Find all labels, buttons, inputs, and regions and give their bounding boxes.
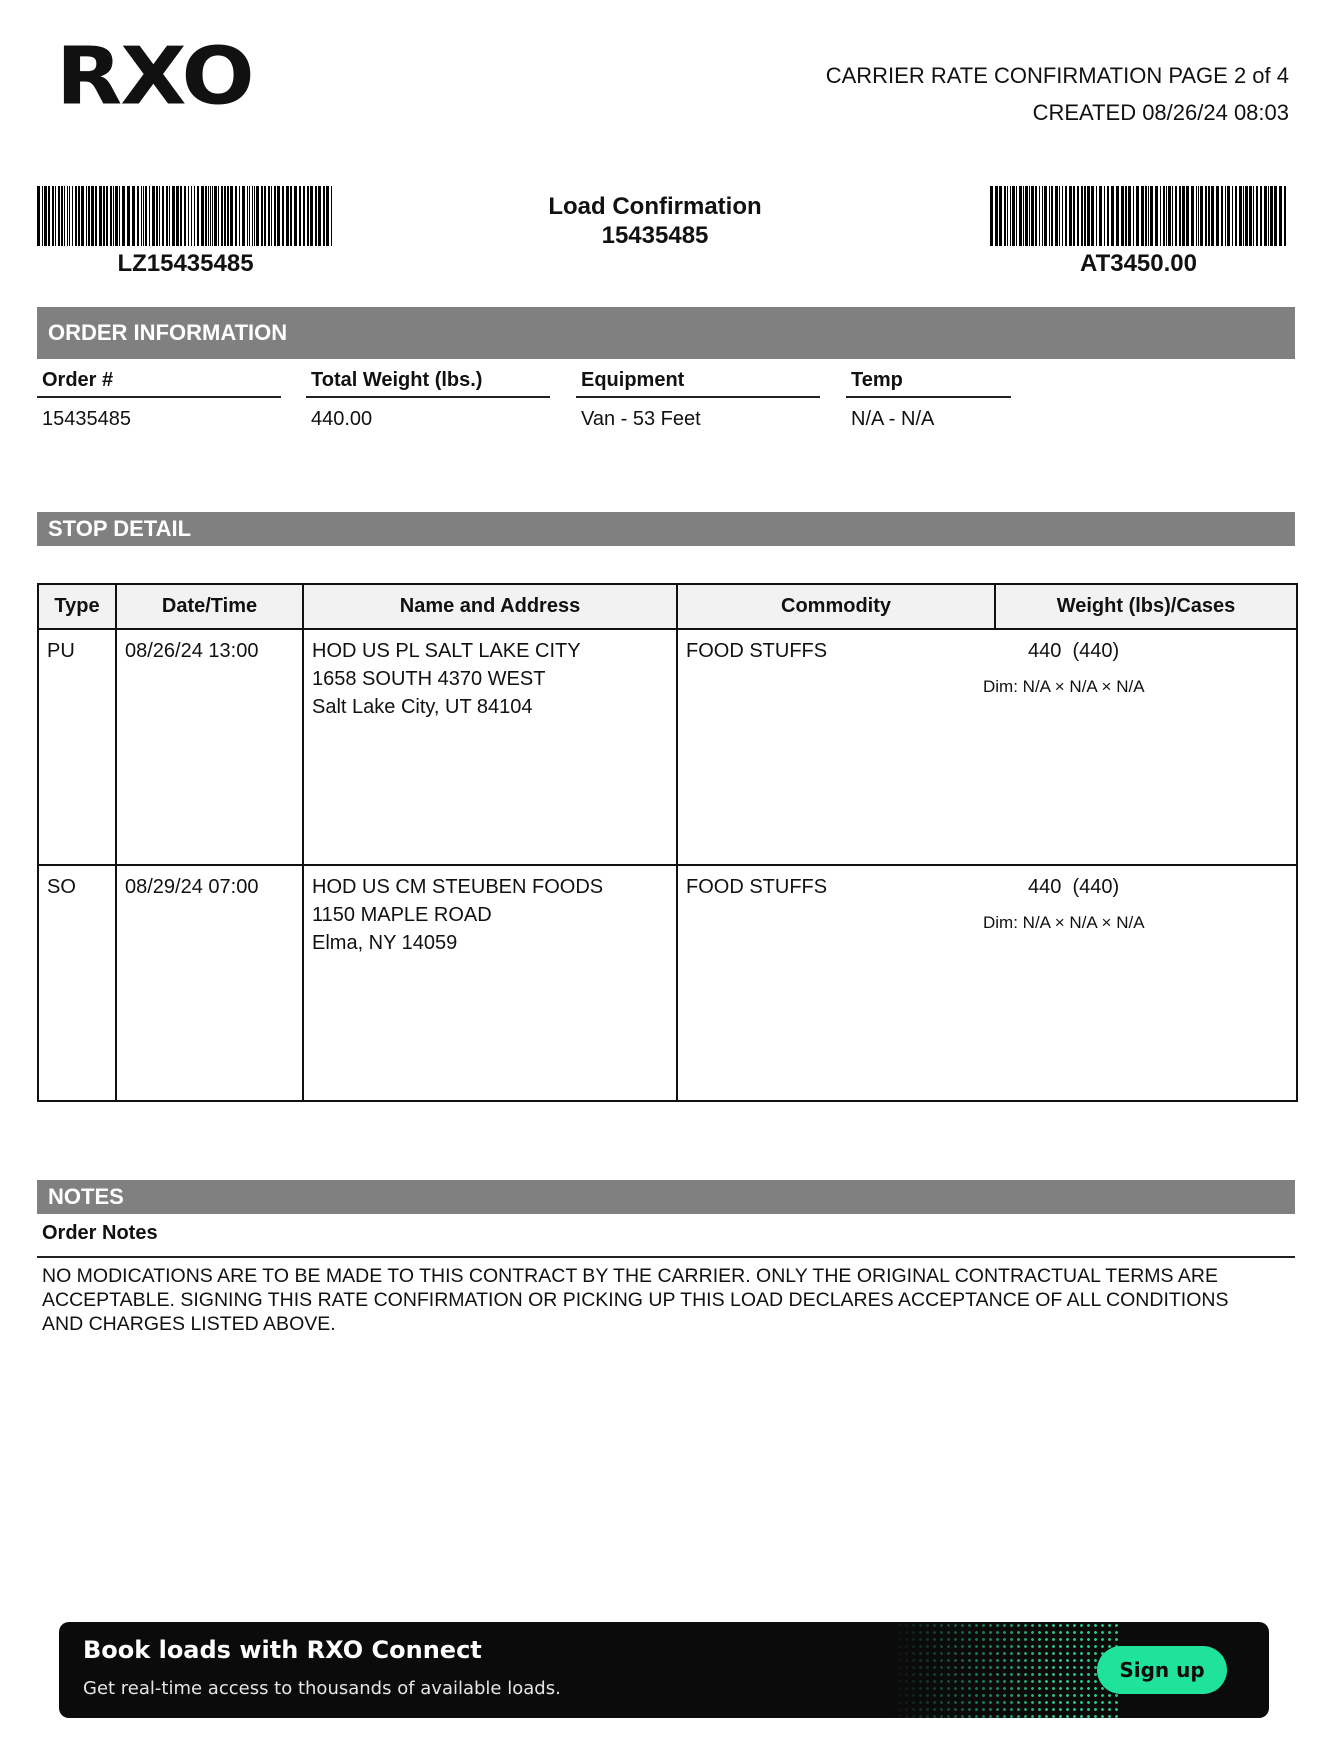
barcode-bar: [67, 186, 68, 246]
barcode-bar: [318, 186, 321, 246]
barcode-bar: [113, 186, 114, 246]
total-weight-label: Total Weight (lbs.): [306, 369, 550, 398]
barcode-bar: [254, 186, 255, 246]
sign-up-button[interactable]: Sign up: [1097, 1646, 1227, 1694]
barcode-bar: [180, 186, 182, 246]
barcode-bar: [282, 186, 284, 246]
barcode-bar: [1225, 186, 1226, 246]
stop-weight: 440 (440): [1028, 876, 1120, 898]
barcode-bar: [1270, 186, 1273, 246]
barcode-bar: [1260, 186, 1262, 246]
barcode-bar: [1205, 186, 1207, 246]
barcode-bar: [290, 186, 292, 246]
barcode-bar: [1256, 186, 1258, 246]
barcode-bar: [1148, 186, 1149, 246]
barcode-bar: [72, 186, 73, 246]
equipment-label: Equipment: [576, 369, 820, 398]
barcode-bar: [1274, 186, 1277, 246]
col-header-weight: Weight (lbs)/Cases: [995, 584, 1297, 629]
barcode-bar: [303, 186, 305, 246]
banner-title: Book loads with RXO Connect: [83, 1636, 482, 1664]
barcode-bar: [205, 186, 207, 246]
barcode-bar: [1012, 186, 1015, 246]
barcode-right: [990, 186, 1287, 246]
barcode-bar: [69, 186, 70, 246]
order-number-value: 15435485: [42, 408, 131, 430]
rxo-logo: RXO: [56, 30, 253, 123]
stop-detail-table: [37, 583, 1298, 1102]
barcode-bar: [1116, 186, 1119, 246]
barcode-bar: [271, 186, 272, 246]
barcode-bar: [42, 186, 43, 246]
col-header-commodity: Commodity: [677, 584, 995, 629]
barcode-bar: [149, 186, 150, 246]
barcode-bar: [1091, 186, 1094, 246]
stop-address-line1: 1150 MAPLE ROAD: [312, 904, 492, 926]
barcode-bar: [127, 186, 130, 246]
barcode-bar: [1216, 186, 1219, 246]
barcode-bar: [1245, 186, 1248, 246]
barcode-bar: [1268, 186, 1269, 246]
stop-address-line1: 1658 SOUTH 4370 WEST: [312, 668, 546, 690]
barcode-bar: [52, 186, 54, 246]
created-timestamp: CREATED 08/26/24 08:03: [1032, 100, 1289, 125]
stop-detail-header: STOP DETAIL: [37, 512, 1295, 546]
barcode-bar: [1198, 186, 1199, 246]
barcode-bar: [191, 186, 192, 246]
banner-subtitle: Get real-time access to thousands of available loads.: [83, 1678, 561, 1699]
barcode-bar: [159, 186, 160, 246]
barcode-bar: [1253, 186, 1254, 246]
barcode-bar: [1200, 186, 1203, 246]
barcode-bar: [315, 186, 317, 246]
barcode-bar: [176, 186, 179, 246]
barcode-bar: [55, 186, 56, 246]
barcode-bar: [210, 186, 211, 246]
barcode-bar: [1249, 186, 1252, 246]
order-information-header: ORDER INFORMATION: [37, 307, 1295, 359]
barcode-bar: [99, 186, 102, 246]
barcode-bar: [86, 186, 87, 246]
barcode-bar: [1179, 186, 1181, 246]
barcode-bar: [1227, 186, 1230, 246]
barcode-bar: [1191, 186, 1194, 246]
barcode-bar: [1279, 186, 1282, 246]
barcode-bar: [239, 186, 240, 246]
barcode-bar: [1035, 186, 1037, 246]
barcode-bar: [1243, 186, 1244, 246]
barcode-bar: [78, 186, 80, 246]
barcode-bar: [1141, 186, 1144, 246]
stop-datetime: 08/26/24 13:00: [116, 629, 303, 865]
barcode-bar: [1208, 186, 1210, 246]
barcode-bar: [1211, 186, 1214, 246]
barcode-bar: [307, 186, 309, 246]
barcode-bar: [169, 186, 170, 246]
stop-type: PU: [38, 629, 116, 865]
barcode-bar: [1049, 186, 1050, 246]
barcode-bar: [122, 186, 125, 246]
barcode-bar: [310, 186, 313, 246]
total-weight-column: [306, 369, 550, 431]
barcode-bar: [48, 186, 50, 246]
barcode-bar: [218, 186, 219, 246]
barcode-bar: [1168, 186, 1171, 246]
barcode-bar: [141, 186, 142, 246]
banner-dot-pattern: [889, 1622, 1119, 1718]
temp-column: [846, 369, 1011, 431]
barcode-bar: [242, 186, 245, 246]
barcode-bar: [1019, 186, 1022, 246]
barcode-bar: [197, 186, 199, 246]
stop-address-line2: Salt Lake City, UT 84104: [312, 696, 533, 718]
barcode-bar: [1163, 186, 1165, 246]
barcode-bar: [152, 186, 155, 246]
barcode-bar: [1010, 186, 1011, 246]
barcode-bar: [1023, 186, 1024, 246]
barcode-bar: [1055, 186, 1058, 246]
barcode-bar: [156, 186, 158, 246]
notes-divider: [37, 1256, 1295, 1258]
barcode-bar: [110, 186, 112, 246]
barcode-bar: [1025, 186, 1028, 246]
barcode-bar: [331, 186, 332, 246]
col-header-type: Type: [38, 584, 116, 629]
barcode-bar: [1004, 186, 1006, 246]
barcode-bar: [91, 186, 94, 246]
barcode-bar: [261, 186, 263, 246]
stop-commodity: FOOD STUFFS: [686, 876, 828, 898]
barcode-bar: [235, 186, 237, 246]
barcode-bar: [227, 186, 229, 246]
page-indicator: CARRIER RATE CONFIRMATION PAGE 2 of 4: [825, 63, 1289, 88]
barcode-bar: [208, 186, 209, 246]
barcode-bar: [1065, 186, 1067, 246]
barcode-bar: [1125, 186, 1127, 246]
barcode-bar: [1059, 186, 1060, 246]
barcode-bar: [230, 186, 233, 246]
barcode-bar: [106, 186, 108, 246]
stop-commodity: FOOD STUFFS: [686, 640, 828, 662]
barcode-bar: [95, 186, 97, 246]
barcode-bar: [1175, 186, 1177, 246]
barcode-bar: [172, 186, 175, 246]
barcode-bar: [184, 186, 186, 246]
equipment-value: Van - 53 Feet: [581, 408, 701, 430]
barcode-bar: [990, 186, 993, 246]
barcode-bar: [1039, 186, 1040, 246]
barcode-bar: [61, 186, 63, 246]
barcode-bar: [162, 186, 164, 246]
barcode-right-label: AT3450.00: [1080, 250, 1197, 277]
barcode-bar: [1128, 186, 1131, 246]
barcode-bar: [221, 186, 223, 246]
barcode-bar: [1069, 186, 1072, 246]
load-confirmation-title: Load Confirmation: [548, 193, 762, 220]
temp-label: Temp: [846, 369, 1011, 398]
barcode-bar: [999, 186, 1002, 246]
barcode-bar: [166, 186, 168, 246]
notes-header: NOTES: [37, 1180, 1295, 1214]
col-header-datetime: Date/Time: [116, 584, 303, 629]
total-weight-value: 440.00: [311, 408, 373, 430]
barcode-bar: [1160, 186, 1161, 246]
rxo-connect-banner[interactable]: [59, 1622, 1269, 1718]
barcode-bar: [286, 186, 289, 246]
barcode-bar: [44, 186, 47, 246]
barcode-bar: [1051, 186, 1053, 246]
col-header-name-address: Name and Address: [303, 584, 677, 629]
barcode-bar: [1016, 186, 1017, 246]
barcode-bar: [326, 186, 329, 246]
stop-address-line2: Elma, NY 14059: [312, 932, 458, 954]
barcode-bar: [37, 186, 40, 246]
stop-name-address: [303, 629, 677, 865]
barcode-bar: [212, 186, 213, 246]
barcode-bar: [1044, 186, 1047, 246]
stop-commodity-weight: [677, 629, 1297, 865]
load-confirmation-heading: [470, 192, 840, 250]
barcode-bar: [214, 186, 217, 246]
stop-name: HOD US CM STEUBEN FOODS: [312, 876, 604, 898]
barcode-bar: [194, 186, 195, 246]
barcode-bar: [81, 186, 84, 246]
barcode-bar: [1099, 186, 1102, 246]
stop-type: SO: [38, 865, 116, 1101]
order-notes-label: Order Notes: [42, 1222, 158, 1244]
barcode-bar: [1264, 186, 1267, 246]
barcode-bar: [1077, 186, 1079, 246]
barcode-bar: [1232, 186, 1233, 246]
barcode-bar: [995, 186, 998, 246]
barcode-left: [37, 186, 334, 246]
barcode-bar: [268, 186, 270, 246]
barcode-bar: [115, 186, 118, 246]
barcode-bar: [1111, 186, 1114, 246]
barcode-bar: [1186, 186, 1189, 246]
stop-name: HOD US PL SALT LAKE CITY: [312, 640, 581, 662]
barcode-bar: [1121, 186, 1124, 246]
barcode-bar: [1096, 186, 1097, 246]
barcode-bar: [252, 186, 253, 246]
barcode-left-label: LZ15435485: [117, 250, 254, 277]
barcode-bar: [1284, 186, 1286, 246]
stop-name-address: [303, 865, 677, 1101]
barcode-bar: [1172, 186, 1173, 246]
barcode-bar: [88, 186, 90, 246]
barcode-bar: [277, 186, 280, 246]
barcode-bar: [1136, 186, 1139, 246]
barcode-bar: [143, 186, 144, 246]
barcode-bar: [1155, 186, 1158, 246]
barcode-bar: [1235, 186, 1237, 246]
order-number-column: [37, 369, 281, 431]
stop-dimensions: Dim: N/A × N/A × N/A: [983, 913, 1145, 932]
barcode-bar: [1196, 186, 1197, 246]
stop-dimensions: Dim: N/A × N/A × N/A: [983, 677, 1145, 696]
barcode-bar: [1062, 186, 1063, 246]
barcode-bar: [1087, 186, 1090, 246]
barcode-bar: [1104, 186, 1105, 246]
barcode-bar: [274, 186, 276, 246]
barcode-bar: [264, 186, 266, 246]
barcode-bar: [256, 186, 259, 246]
barcode-bar: [1081, 186, 1083, 246]
stop-commodity-weight: [677, 865, 1297, 1101]
table-row: [38, 865, 1297, 1101]
stop-weight: 440 (440): [1028, 640, 1120, 662]
barcode-bar: [1029, 186, 1030, 246]
barcode-bar: [1007, 186, 1008, 246]
barcode-bar: [1042, 186, 1043, 246]
order-number-label: Order #: [37, 369, 281, 398]
barcode-bar: [294, 186, 297, 246]
barcode-bar: [119, 186, 120, 246]
table-header-row: [38, 584, 1297, 629]
temp-value: N/A - N/A: [851, 408, 935, 430]
barcode-bar: [1221, 186, 1223, 246]
table-row: [38, 629, 1297, 865]
barcode-bar: [1239, 186, 1242, 246]
barcode-bar: [64, 186, 65, 246]
barcode-bar: [1166, 186, 1167, 246]
barcode-bar: [75, 186, 77, 246]
barcode-bar: [137, 186, 139, 246]
barcode-bar: [188, 186, 189, 246]
barcode-bar: [1107, 186, 1109, 246]
load-confirmation-number: 15435485: [601, 222, 709, 249]
barcode-bar: [1150, 186, 1153, 246]
barcode-bar: [103, 186, 105, 246]
stop-datetime: 08/29/24 07:00: [116, 865, 303, 1101]
barcode-bar: [247, 186, 248, 246]
barcode-bar: [1073, 186, 1075, 246]
barcode-bar: [1145, 186, 1147, 246]
barcode-bar: [224, 186, 226, 246]
barcode-bar: [249, 186, 250, 246]
barcode-bar: [1031, 186, 1034, 246]
barcode-bar: [145, 186, 147, 246]
order-notes-text: NO MODICATIONS ARE TO BE MADE TO THIS CONTRACT BY THE CARRIER. ONLY THE ORIGINAL CONTRACTUAL TERMS ARE ACCEPTABLE. SIGNING THIS RATE CONFIRMATION OR PICKING UP THIS LOAD DECLARES ACCEPTANCE OF ALL CONDITIONS AND CHARGES LISTED ABOVE.: [42, 1265, 1229, 1335]
equipment-column: [576, 369, 820, 431]
barcode-bar: [323, 186, 325, 246]
barcode-bar: [299, 186, 301, 246]
barcode-bar: [201, 186, 204, 246]
barcode-bar: [1084, 186, 1086, 246]
barcode-bar: [1133, 186, 1134, 246]
barcode-bar: [1182, 186, 1185, 246]
barcode-bar: [58, 186, 60, 246]
barcode-bar: [132, 186, 135, 246]
